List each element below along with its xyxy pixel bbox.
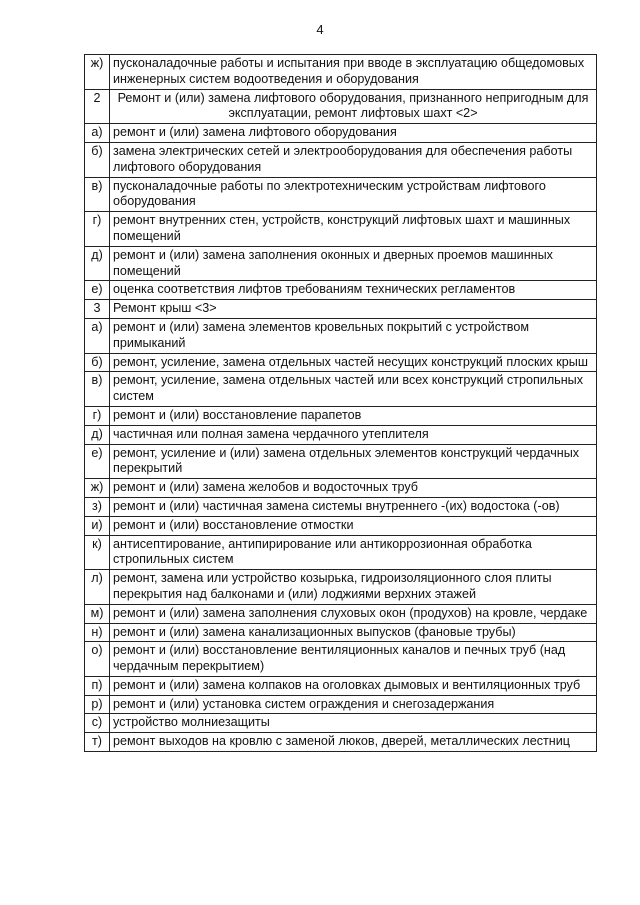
row-text: ремонт выходов на кровлю с заменой люков, дверей, металлических лестниц: [110, 733, 597, 752]
row-number: 2: [85, 89, 110, 124]
row-text: ремонт, усиление и (или) замена отдельных элементов конструкций чердачных перекрытий: [110, 444, 597, 479]
row-number: н): [85, 623, 110, 642]
row-text: ремонт и (или) восстановление вентиляционных каналов и печных труб (над чердачным перекрытием): [110, 642, 597, 677]
row-number: з): [85, 497, 110, 516]
row-number: е): [85, 281, 110, 300]
table-row: [85, 444, 597, 479]
row-number: и): [85, 516, 110, 535]
row-number: ж): [85, 55, 110, 90]
table-row: [85, 142, 597, 177]
row-text: частичная или полная замена чердачного утеплителя: [110, 425, 597, 444]
table-row: [85, 55, 597, 90]
table-row: [85, 124, 597, 143]
row-text: Ремонт и (или) замена лифтового оборудования, признанного непригодным для эксплуатации, ремонт лифтовых шахт <2>: [110, 89, 597, 124]
table-row: [85, 714, 597, 733]
row-number: 3: [85, 300, 110, 319]
row-number: т): [85, 733, 110, 752]
table-row: [85, 318, 597, 353]
row-text: ремонт и (или) восстановление отмостки: [110, 516, 597, 535]
row-number: м): [85, 604, 110, 623]
table-row: [85, 281, 597, 300]
row-number: в): [85, 177, 110, 212]
table-row: [85, 604, 597, 623]
row-text: пусконаладочные работы и испытания при вводе в эксплуатацию общедомовых инженерных систем водоотведения и оборудования: [110, 55, 597, 90]
table-row: [85, 212, 597, 247]
table-row: [85, 516, 597, 535]
row-text: ремонт внутренних стен, устройств, конструкций лифтовых шахт и машинных помещений: [110, 212, 597, 247]
row-text: ремонт и (или) частичная замена системы внутреннего -(их) водостока (-ов): [110, 497, 597, 516]
works-table: [84, 54, 597, 752]
row-number: к): [85, 535, 110, 570]
row-text: устройство молниезащиты: [110, 714, 597, 733]
row-text: ремонт, усиление, замена отдельных частей или всех конструкций стропильных систем: [110, 372, 597, 407]
row-number: а): [85, 318, 110, 353]
table-row: [85, 695, 597, 714]
table-row: [85, 372, 597, 407]
row-text: ремонт и (или) замена желобов и водосточных труб: [110, 479, 597, 498]
row-number: о): [85, 642, 110, 677]
table-row: [85, 89, 597, 124]
row-text: ремонт и (или) восстановление парапетов: [110, 406, 597, 425]
row-number: ж): [85, 479, 110, 498]
table-row: [85, 570, 597, 605]
row-text: ремонт, усиление, замена отдельных частей несущих конструкций плоских крыш: [110, 353, 597, 372]
row-text: замена электрических сетей и электрооборудования для обеспечения работы лифтового оборудования: [110, 142, 597, 177]
row-number: а): [85, 124, 110, 143]
row-number: д): [85, 246, 110, 281]
row-number: г): [85, 212, 110, 247]
row-number: в): [85, 372, 110, 407]
row-number: с): [85, 714, 110, 733]
table-row: [85, 733, 597, 752]
row-text: ремонт и (или) замена колпаков на оголовках дымовых и вентиляционных труб: [110, 676, 597, 695]
table-row: [85, 300, 597, 319]
table-row: [85, 497, 597, 516]
table-row: [85, 353, 597, 372]
row-number: е): [85, 444, 110, 479]
table-row: [85, 623, 597, 642]
row-text: ремонт и (или) замена канализационных выпусков (фановые трубы): [110, 623, 597, 642]
works-table-body: [85, 55, 597, 752]
row-text: ремонт и (или) замена лифтового оборудования: [110, 124, 597, 143]
table-row: [85, 676, 597, 695]
table-row: [85, 479, 597, 498]
row-number: б): [85, 142, 110, 177]
row-number: р): [85, 695, 110, 714]
row-number: д): [85, 425, 110, 444]
row-text: ремонт и (или) замена элементов кровельных покрытий с устройством примыканий: [110, 318, 597, 353]
row-number: п): [85, 676, 110, 695]
row-text: оценка соответствия лифтов требованиям технических регламентов: [110, 281, 597, 300]
table-row: [85, 246, 597, 281]
table-row: [85, 535, 597, 570]
row-text: антисептирование, антипирирование или антикоррозионная обработка стропильных систем: [110, 535, 597, 570]
table-row: [85, 177, 597, 212]
table-row: [85, 406, 597, 425]
page-number: 4: [316, 22, 324, 37]
row-text: ремонт и (или) установка систем ограждения и снегозадержания: [110, 695, 597, 714]
row-text: ремонт и (или) замена заполнения оконных и дверных проемов машинных помещений: [110, 246, 597, 281]
row-number: л): [85, 570, 110, 605]
table-row: [85, 642, 597, 677]
row-text: ремонт, замена или устройство козырька, гидроизоляционного слоя плиты перекрытия над балконами и (или) лоджиями верхних этажей: [110, 570, 597, 605]
row-text: ремонт и (или) замена заполнения слуховых окон (продухов) на кровле, чердаке: [110, 604, 597, 623]
row-text: пусконаладочные работы по электротехническим устройствам лифтового оборудования: [110, 177, 597, 212]
row-text: Ремонт крыш <3>: [110, 300, 597, 319]
table-row: [85, 425, 597, 444]
row-number: г): [85, 406, 110, 425]
row-number: б): [85, 353, 110, 372]
